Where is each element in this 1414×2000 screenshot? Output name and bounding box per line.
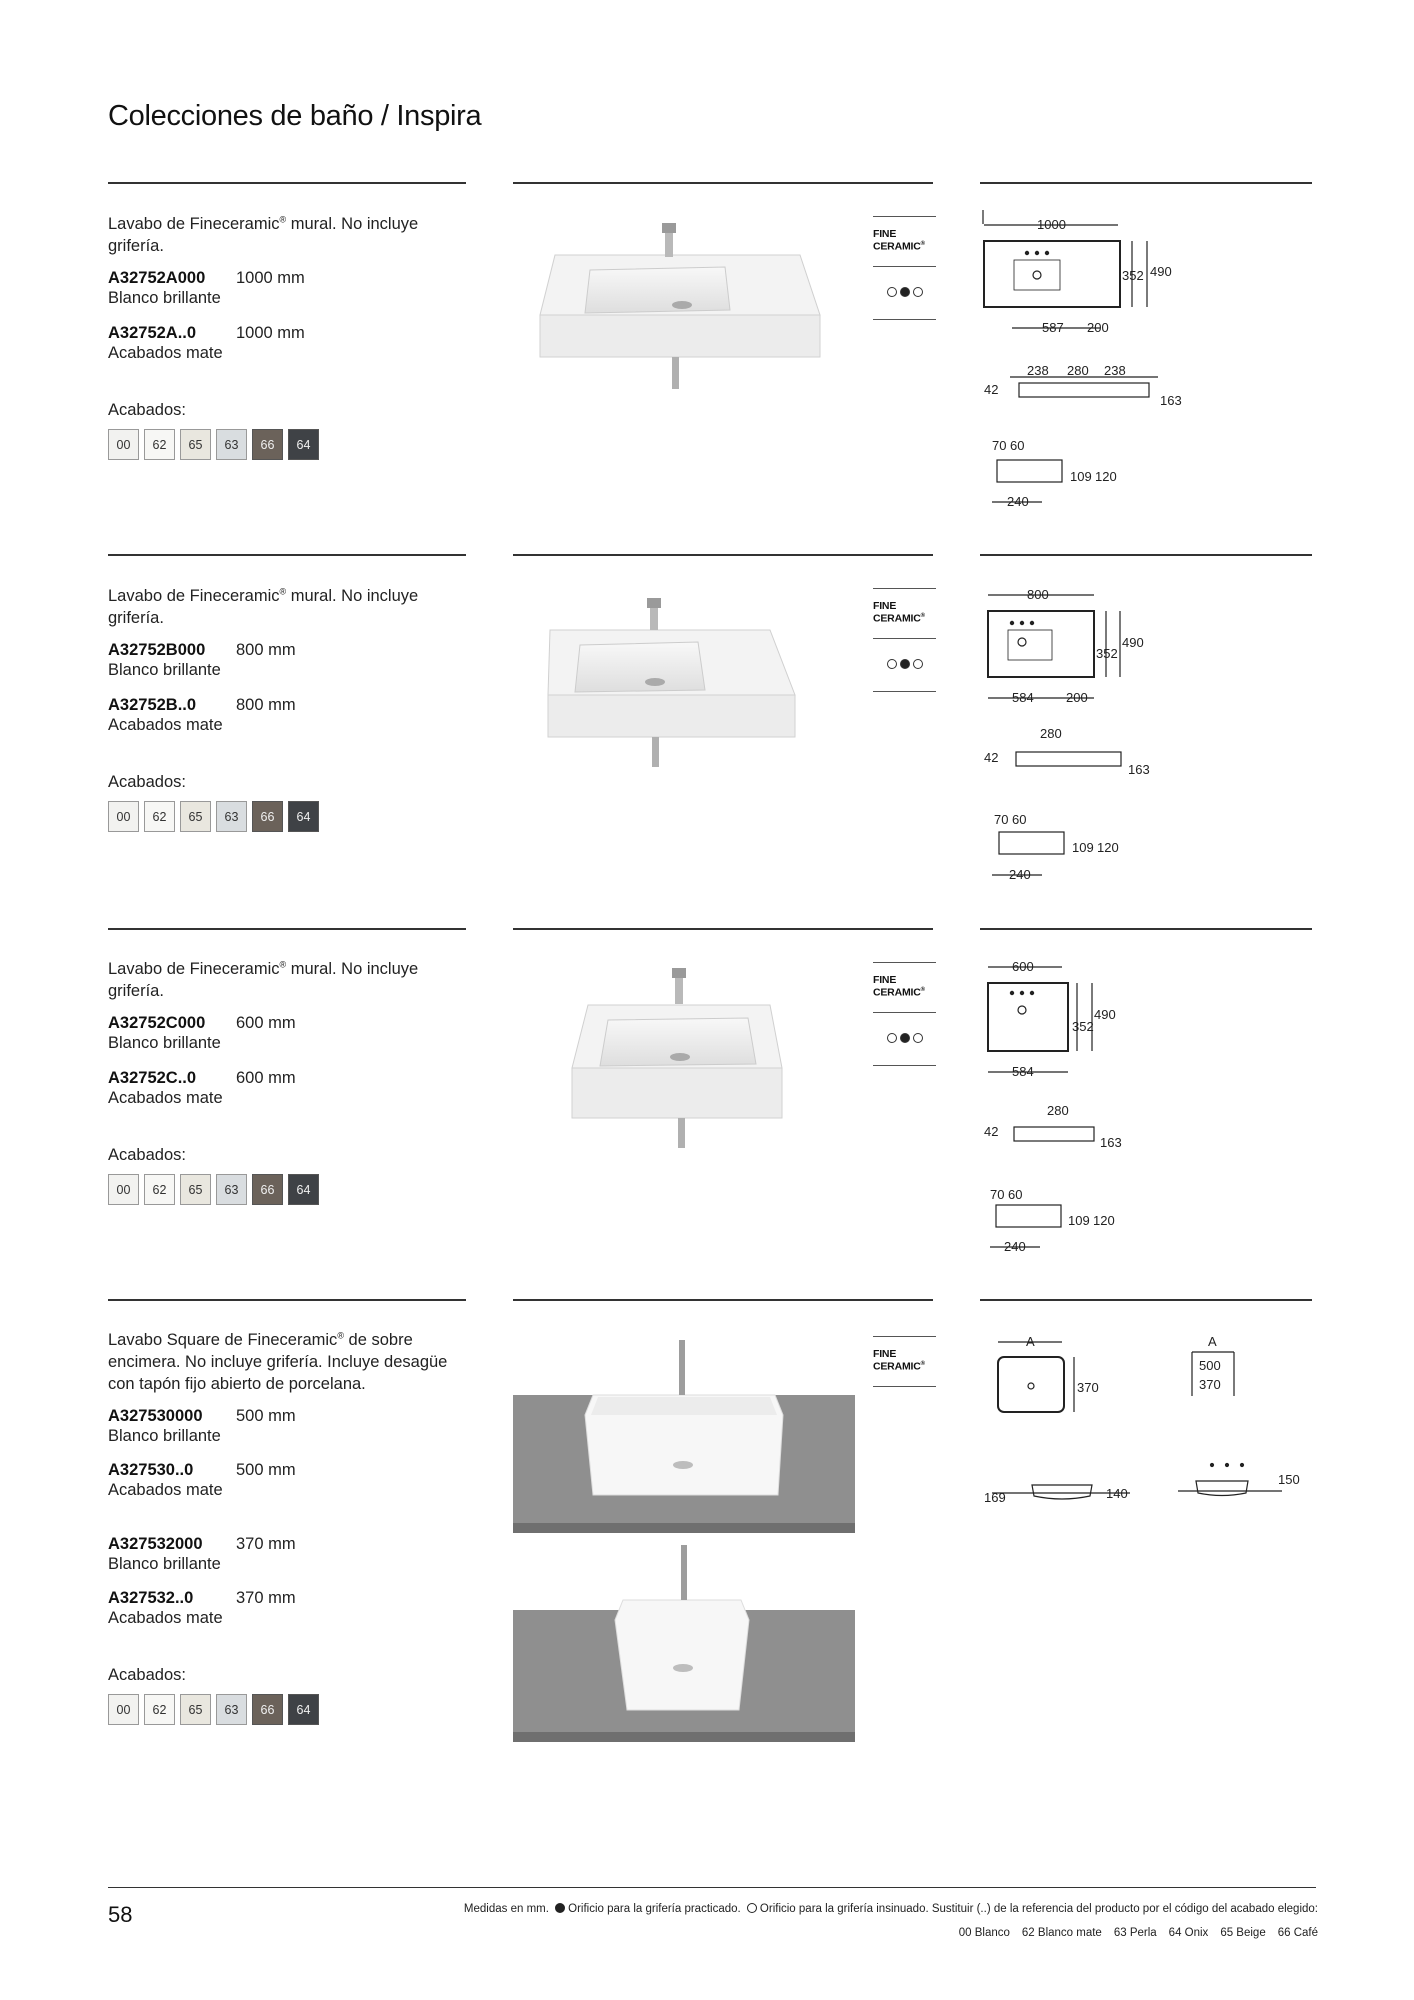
svg-text:70: 70 xyxy=(990,1187,1005,1202)
product-finish: Blanco brillante xyxy=(108,1034,221,1052)
dim-label: 1000 xyxy=(1037,217,1066,232)
finish-swatch: 65 xyxy=(180,1174,211,1205)
product-variant xyxy=(108,1013,468,1053)
finish-swatch: 64 xyxy=(288,429,319,460)
finish-legend-item: 64 Onix xyxy=(1168,1927,1209,1939)
section-rule xyxy=(513,928,933,930)
tap-hole-open-icon xyxy=(887,287,897,297)
product-size: 1000 mm xyxy=(236,324,305,342)
product-description: Lavabo de Fineceramic® mural. No incluye grifería. xyxy=(108,214,419,255)
svg-text:490: 490 xyxy=(1150,264,1172,279)
svg-text:169: 169 xyxy=(984,1490,1006,1505)
tap-hole-open-icon xyxy=(747,1903,757,1913)
svg-text:60: 60 xyxy=(1010,438,1025,453)
finish-legend-item: 62 Blanco mate xyxy=(1021,1927,1102,1939)
svg-text:490: 490 xyxy=(1094,1007,1116,1022)
product-code: A32752C..0 xyxy=(108,1069,197,1087)
svg-text:600: 600 xyxy=(1012,959,1034,974)
wall-basin-1000-photo xyxy=(520,215,930,445)
finish-swatch: 62 xyxy=(144,429,175,460)
tap-hole-open-icon xyxy=(887,1033,897,1043)
fine-ceramic-block xyxy=(873,216,936,320)
finish-swatch: 65 xyxy=(180,429,211,460)
product-code: A327530000 xyxy=(108,1407,203,1425)
fine-ceramic-block xyxy=(873,588,936,692)
technical-drawing-square xyxy=(982,1330,1312,1530)
section-rule xyxy=(980,928,1312,930)
product-finish: Acabados mate xyxy=(108,344,223,362)
svg-text:120: 120 xyxy=(1095,469,1117,484)
countertop-basin-500-photo xyxy=(513,1335,855,1540)
product-variant xyxy=(108,323,468,363)
product-size: 800 mm xyxy=(236,696,296,714)
svg-text:163: 163 xyxy=(1100,1135,1122,1150)
svg-text:238: 238 xyxy=(1104,363,1126,378)
tap-hole-open-icon xyxy=(887,659,897,669)
finish-swatch: 64 xyxy=(288,801,319,832)
tap-hole-open-icon xyxy=(913,1033,923,1043)
svg-text:500: 500 xyxy=(1199,1358,1221,1373)
product-finish: Blanco brillante xyxy=(108,1427,221,1445)
product-variant xyxy=(108,1406,468,1446)
tap-hole-drilled-icon xyxy=(900,287,910,297)
tap-hole-open-icon xyxy=(913,659,923,669)
section-rule xyxy=(108,182,466,184)
section-rule xyxy=(513,182,933,184)
wall-basin-600-photo xyxy=(520,960,930,1190)
product-description: Lavabo de Fineceramic® mural. No incluye grifería. xyxy=(108,959,419,1000)
fine-ceramic-logo: FINE CERAMIC® xyxy=(873,228,925,253)
finish-swatch: 62 xyxy=(144,1174,175,1205)
product-variant xyxy=(108,695,468,735)
section-rule xyxy=(980,1299,1312,1301)
product-code: A32752C000 xyxy=(108,1014,206,1032)
svg-text:352: 352 xyxy=(1096,646,1118,661)
svg-text:280: 280 xyxy=(1067,363,1089,378)
product-code: A32752A000 xyxy=(108,269,206,287)
product-variant xyxy=(108,268,468,308)
fine-ceramic-logo: FINE CERAMIC® xyxy=(873,600,925,625)
finish-swatch: 66 xyxy=(252,429,283,460)
product-description: Lavabo Square de Fineceramic® de sobre encimera. No incluye grifería. Incluye desagüe con tapón fijo abierto de porcelana. xyxy=(108,1330,448,1393)
fine-ceramic-block xyxy=(873,962,936,1066)
product-finish: Blanco brillante xyxy=(108,661,221,679)
svg-text:370: 370 xyxy=(1077,1380,1099,1395)
svg-text:A: A xyxy=(1208,1334,1217,1349)
finish-swatch: 66 xyxy=(252,1174,283,1205)
svg-text:352: 352 xyxy=(1072,1019,1094,1034)
section-rule xyxy=(108,1299,466,1301)
product-variant xyxy=(108,1068,468,1108)
product-size: 600 mm xyxy=(236,1014,296,1032)
product-variant xyxy=(108,640,468,680)
product-finish: Acabados mate xyxy=(108,716,223,734)
section-rule xyxy=(108,928,466,930)
svg-text:60: 60 xyxy=(1012,812,1027,827)
finishes-label: Acabados: xyxy=(108,1146,186,1164)
svg-text:109: 109 xyxy=(1072,840,1094,855)
tap-hole-drilled-icon xyxy=(900,1033,910,1043)
tap-hole-indicator xyxy=(873,287,936,297)
svg-text:70: 70 xyxy=(994,812,1009,827)
svg-text:352: 352 xyxy=(1122,268,1144,283)
finish-legend-item: 65 Beige xyxy=(1220,1927,1266,1939)
finish-swatch: 64 xyxy=(288,1174,319,1205)
product-finish: Acabados mate xyxy=(108,1089,223,1107)
svg-text:370: 370 xyxy=(1199,1377,1221,1392)
product-code: A327532000 xyxy=(108,1535,203,1553)
technical-drawing-600 xyxy=(982,955,1322,1285)
product-size: 800 mm xyxy=(236,641,296,659)
svg-text:280: 280 xyxy=(1047,1103,1069,1118)
finish-legend-item: 66 Café xyxy=(1277,1927,1318,1939)
finish-swatches xyxy=(108,801,319,832)
product-size: 370 mm xyxy=(236,1589,296,1607)
svg-text:60: 60 xyxy=(1008,1187,1023,1202)
finish-swatch: 00 xyxy=(108,429,139,460)
svg-text:150: 150 xyxy=(1278,1472,1300,1487)
svg-text:587: 587 xyxy=(1042,320,1064,335)
fine-ceramic-logo: FINE CERAMIC® xyxy=(873,1348,925,1373)
finish-swatch: 62 xyxy=(144,801,175,832)
svg-text:120: 120 xyxy=(1093,1213,1115,1228)
product-variant xyxy=(108,1588,468,1628)
product-code: A327532..0 xyxy=(108,1589,194,1607)
finishes-label: Acabados: xyxy=(108,773,186,791)
tap-hole-open-icon xyxy=(913,287,923,297)
countertop-basin-370-photo xyxy=(513,1540,855,1750)
svg-text:A: A xyxy=(1026,1334,1035,1349)
svg-text:584: 584 xyxy=(1012,1064,1034,1079)
svg-text:238: 238 xyxy=(1027,363,1049,378)
svg-text:800: 800 xyxy=(1027,587,1049,602)
section-rule xyxy=(513,554,933,556)
finish-swatch: 64 xyxy=(288,1694,319,1725)
product-finish: Acabados mate xyxy=(108,1609,223,1627)
svg-text:490: 490 xyxy=(1122,635,1144,650)
svg-text:42: 42 xyxy=(984,382,999,397)
svg-text:240: 240 xyxy=(1009,867,1031,882)
product-finish: Blanco brillante xyxy=(108,289,221,307)
svg-text:163: 163 xyxy=(1160,393,1182,408)
technical-drawing-800 xyxy=(982,580,1322,910)
product-description: Lavabo de Fineceramic® mural. No incluye grifería. xyxy=(108,586,419,627)
page-title: Colecciones de baño / Inspira xyxy=(108,100,482,132)
product-size: 1000 mm xyxy=(236,269,305,287)
finish-legend-item: 00 Blanco xyxy=(958,1927,1010,1939)
product-finish: Blanco brillante xyxy=(108,1555,221,1573)
finishes-label: Acabados: xyxy=(108,401,186,419)
finish-swatch: 62 xyxy=(144,1694,175,1725)
product-size: 370 mm xyxy=(236,1535,296,1553)
finish-swatch: 63 xyxy=(216,801,247,832)
product-size: 500 mm xyxy=(236,1461,296,1479)
svg-text:42: 42 xyxy=(984,750,999,765)
page-number: 58 xyxy=(108,1902,133,1927)
product-code: A32752A..0 xyxy=(108,324,197,342)
svg-text:109: 109 xyxy=(1070,469,1092,484)
svg-text:200: 200 xyxy=(1087,320,1109,335)
tap-hole-indicator xyxy=(873,659,936,669)
svg-text:200: 200 xyxy=(1066,690,1088,705)
finish-swatch: 66 xyxy=(252,801,283,832)
section-rule xyxy=(513,1299,933,1301)
wall-basin-800-photo xyxy=(520,590,930,820)
technical-drawing-1000 xyxy=(982,210,1322,540)
product-variant xyxy=(108,1460,468,1500)
product-finish: Acabados mate xyxy=(108,1481,223,1499)
fine-ceramic-block xyxy=(873,1336,936,1387)
svg-text:163: 163 xyxy=(1128,762,1150,777)
tap-hole-drilled-icon xyxy=(900,659,910,669)
svg-text:120: 120 xyxy=(1097,840,1119,855)
svg-text:109: 109 xyxy=(1068,1213,1090,1228)
svg-text:42: 42 xyxy=(984,1124,999,1139)
finish-swatches xyxy=(108,429,319,460)
svg-text:584: 584 xyxy=(1012,690,1034,705)
svg-text:240: 240 xyxy=(1007,494,1029,509)
footer-note: Medidas en mm. Orificio para la grifería practicado. Orificio para la grifería insinuado. Sustituir (..) de la referencia del producto por el código del acabado elegido: xyxy=(463,1903,1318,1915)
finish-swatch: 63 xyxy=(216,1174,247,1205)
finish-swatch: 00 xyxy=(108,1694,139,1725)
section-rule xyxy=(980,182,1312,184)
svg-text:70: 70 xyxy=(992,438,1007,453)
svg-text:280: 280 xyxy=(1040,726,1062,741)
svg-text:140: 140 xyxy=(1106,1486,1128,1501)
product-size: 600 mm xyxy=(236,1069,296,1087)
product-code: A32752B000 xyxy=(108,641,206,659)
product-code: A32752B..0 xyxy=(108,696,197,714)
finish-swatch: 66 xyxy=(252,1694,283,1725)
tap-hole-drilled-icon xyxy=(555,1903,565,1913)
finish-swatch: 00 xyxy=(108,1174,139,1205)
section-rule xyxy=(980,554,1312,556)
finish-swatches xyxy=(108,1174,319,1205)
tap-hole-indicator xyxy=(873,1033,936,1043)
footer-rule xyxy=(108,1887,1316,1888)
finish-swatch: 65 xyxy=(180,1694,211,1725)
product-size: 500 mm xyxy=(236,1407,296,1425)
finish-legend xyxy=(959,1927,1318,1939)
finish-swatch: 00 xyxy=(108,801,139,832)
svg-text:240: 240 xyxy=(1004,1239,1026,1254)
fine-ceramic-logo: FINE CERAMIC® xyxy=(873,974,925,999)
finish-swatch: 63 xyxy=(216,429,247,460)
finish-swatches xyxy=(108,1694,319,1725)
finishes-label: Acabados: xyxy=(108,1666,186,1684)
finish-swatch: 65 xyxy=(180,801,211,832)
section-rule xyxy=(108,554,466,556)
finish-swatch: 63 xyxy=(216,1694,247,1725)
product-variant xyxy=(108,1534,468,1574)
finish-legend-item: 63 Perla xyxy=(1113,1927,1157,1939)
product-code: A327530..0 xyxy=(108,1461,194,1479)
